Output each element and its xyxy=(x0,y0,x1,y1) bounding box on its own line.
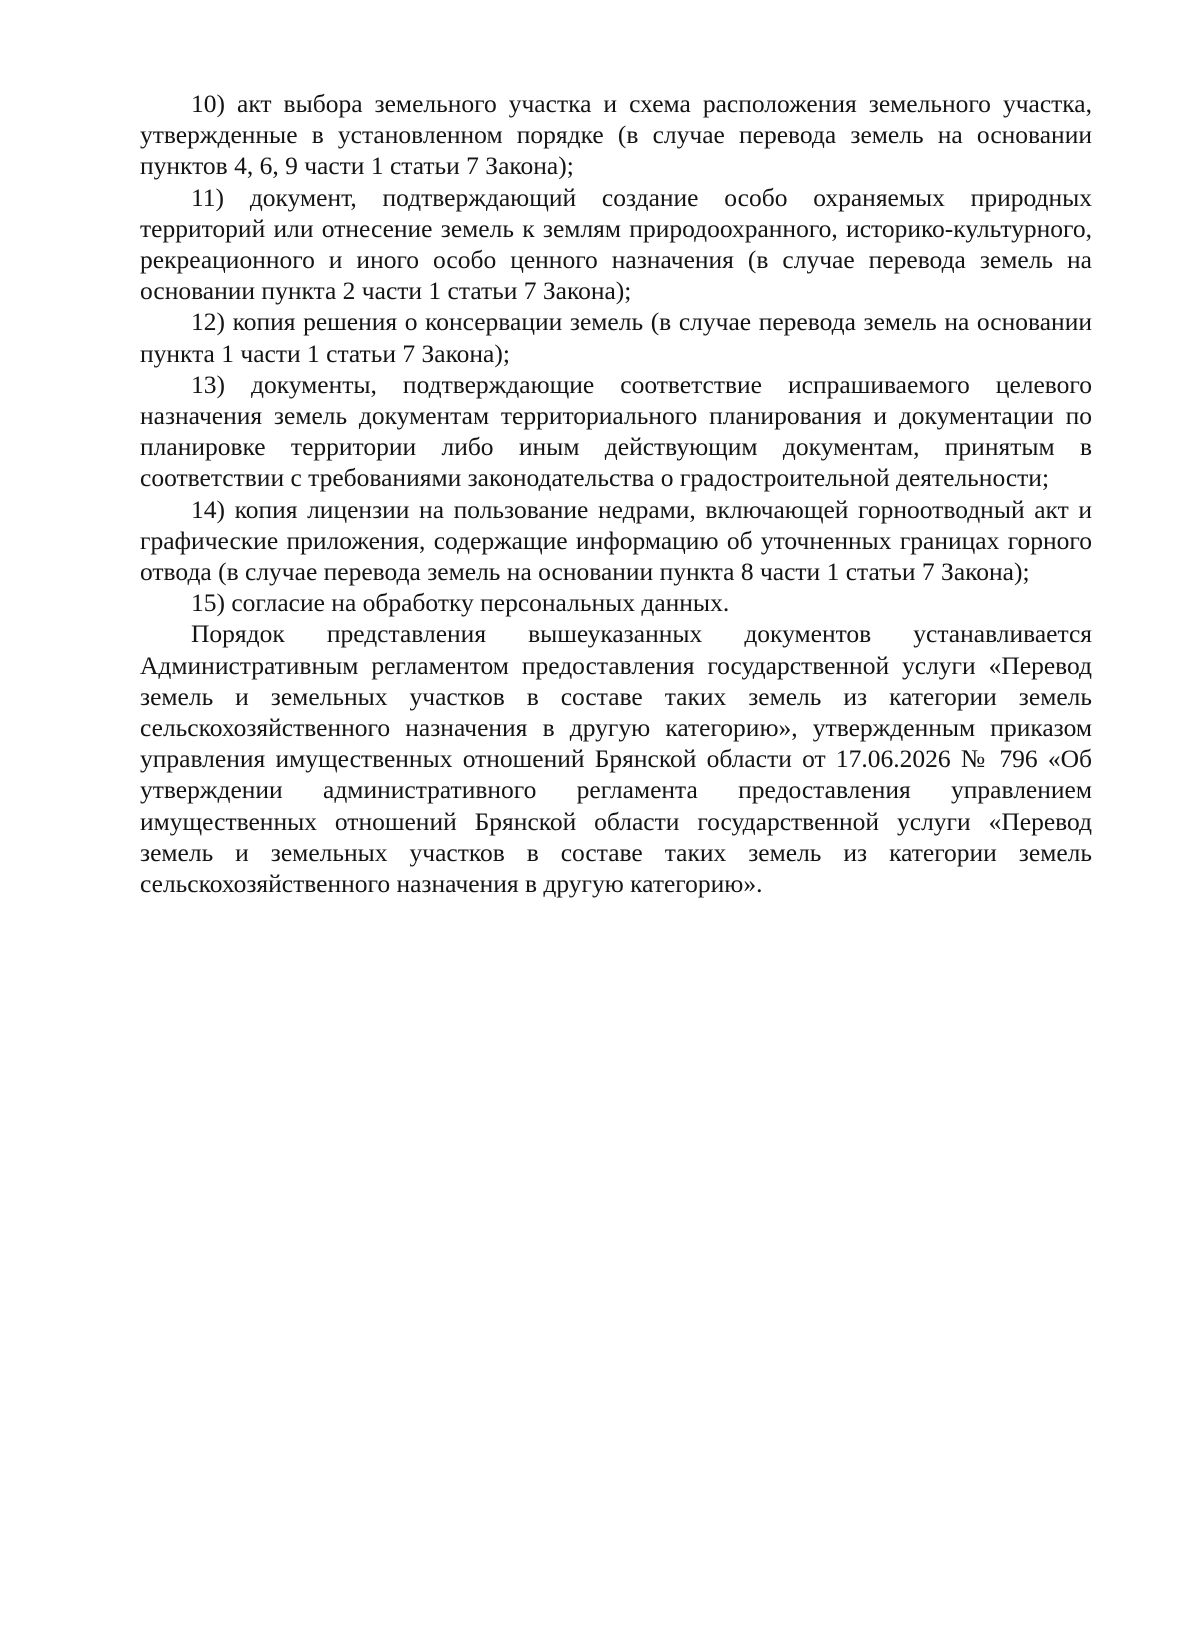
paragraph-item-15: 15) согласие на обработку персональных данных. xyxy=(191,588,730,618)
paragraph-item-13: 13) документы, подтверждающие соответствие испрашиваемого целевого назначения земель документам территориального планирования и документации по планировке территории либо иным действующим документам, принятым в соответствии с требованиями законодательства о градостроительной деятельности; xyxy=(140,369,1092,493)
paragraph-procedure: Порядок представления вышеуказанных документов устанавливается Административным регламентом предоставления государственной услуги «Перевод земель и земельных участков в составе таких земель из категории земель сельскохозяйственного назначения в другую категорию», утвержденным приказом управления имущественных отношений Брянской области от 17.06.2026 № 796 «Об утверждении административного регламента предоставления управлением имущественных отношений Брянской области государственной услуги «Перевод земель и земельных участков в составе таких земель из категории земель сельскохозяйственного назначения в другую категорию». xyxy=(140,619,1092,899)
paragraph-item-10: 10) акт выбора земельного участка и схема расположения земельного участка, утвержденные в установленном порядке (в случае перевода земель на основании пунктов 4, 6, 9 части 1 статьи 7 Закона); xyxy=(140,89,1092,181)
paragraph-item-11: 11) документ, подтверждающий создание особо охраняемых природных территорий или отнесение земель к землям природоохранного, историко-культурного, рекреационного и иного особо ценного назначения (в случае перевода земель на основании пункта 2 части 1 статьи 7 Закона); xyxy=(140,182,1092,306)
paragraph-item-12: 12) копия решения о консервации земель (в случае перевода земель на основании пункта 1 части 1 статьи 7 Закона); xyxy=(140,307,1092,368)
paragraph-item-14: 14) копия лицензии на пользование недрами, включающей горноотводный акт и графические приложения, содержащие информацию об уточненных границах горного отвода (в случае перевода земель на основании пункта 8 части 1 статьи 7 Закона); xyxy=(140,494,1092,587)
document-body xyxy=(140,88,1092,899)
